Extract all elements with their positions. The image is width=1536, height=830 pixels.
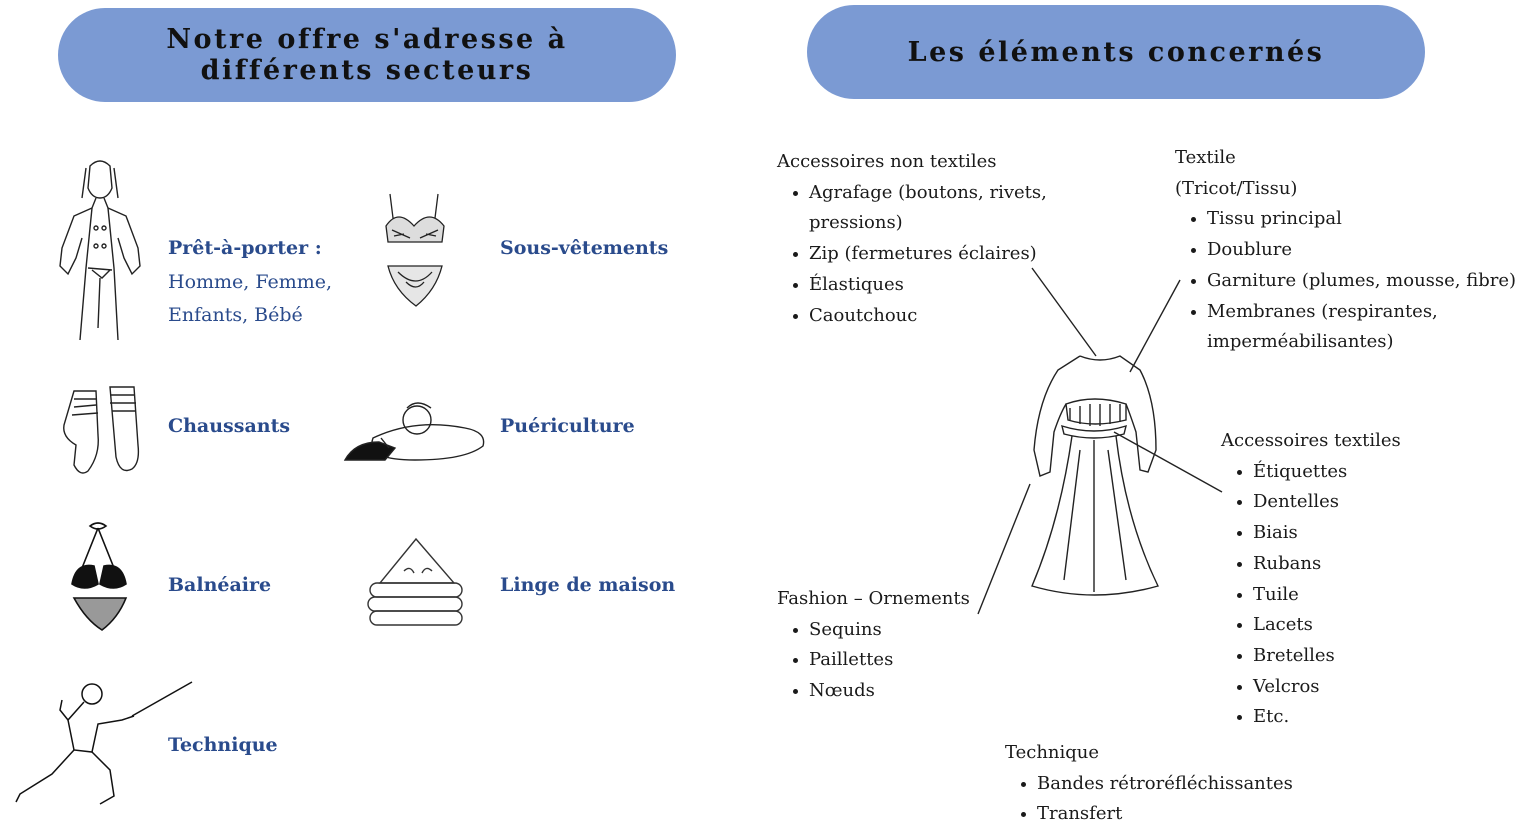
list-item-continuation: pressions) — [809, 212, 903, 234]
group-subtitle: (Tricot/Tissu) — [1175, 177, 1298, 199]
group-title: Fashion – Ornements — [777, 588, 970, 609]
group-title: Accessoires non textiles — [777, 151, 997, 172]
group-title: Textile — [1175, 147, 1236, 168]
group-title: Technique — [1005, 742, 1100, 763]
sector-linge-de-maison: Linge de maison — [500, 574, 676, 596]
list-item: Dentelles — [1253, 487, 1401, 518]
sector-pret-a-porter: Prêt-à-porter : — [168, 237, 322, 259]
group-accessoires-non-textiles — [777, 147, 1047, 331]
sectors-header-line1: Notre offre s'adresse à — [166, 24, 568, 55]
list-item: Bandes rétroréfléchissantes — [1037, 769, 1293, 800]
list-item-continuation: imperméabilisantes) — [1207, 331, 1394, 353]
list-item: Tuile — [1253, 580, 1401, 611]
list-item: Élastiques — [809, 270, 1047, 301]
list-item: Zip (fermetures éclaires) — [809, 239, 1047, 270]
list-item: Etc. — [1253, 702, 1401, 733]
sector-puericulture: Puériculture — [500, 415, 635, 437]
group-textile — [1175, 143, 1516, 358]
list-item: Doublure — [1207, 235, 1516, 266]
list-item: Étiquettes — [1253, 457, 1401, 488]
list-item: Nœuds — [809, 676, 970, 707]
list-item: Caoutchouc — [809, 301, 1047, 332]
sector-pret-a-porter-sub2: Enfants, Bébé — [168, 304, 303, 326]
group-fashion-ornements — [777, 584, 970, 707]
list-item: Agrafage (boutons, rivets, — [809, 178, 1047, 209]
sector-sous-vetements: Sous-vêtements — [500, 237, 669, 259]
sector-balneaire: Balnéaire — [168, 574, 272, 596]
group-title: Accessoires textiles — [1221, 430, 1401, 451]
connector-accessoires-textiles — [1114, 432, 1222, 492]
group-accessoires-textiles — [1221, 426, 1401, 733]
list-item: Membranes (respirantes, — [1207, 297, 1516, 328]
sector-pret-a-porter-sub1: Homme, Femme, — [168, 271, 333, 293]
list-item: Garniture (plumes, mousse, fibre) — [1207, 266, 1516, 297]
list-item: Velcros — [1253, 672, 1401, 703]
group-technique — [1005, 738, 1293, 830]
list-item: Bretelles — [1253, 641, 1401, 672]
list-item: Lacets — [1253, 610, 1401, 641]
list-item: Biais — [1253, 518, 1401, 549]
sector-technique: Technique — [168, 734, 278, 756]
connector-textile — [1130, 280, 1180, 372]
list-item: Transfert — [1037, 799, 1293, 830]
connector-fashion — [978, 484, 1030, 614]
list-item: Tissu principal — [1207, 204, 1516, 235]
list-item: Rubans — [1253, 549, 1401, 580]
sectors-header-line2: différents secteurs — [200, 55, 534, 86]
list-item: Sequins — [809, 615, 970, 646]
list-item: Paillettes — [809, 645, 970, 676]
sector-chaussants: Chaussants — [168, 415, 291, 437]
elements-header-title: Les éléments concernés — [907, 36, 1325, 68]
